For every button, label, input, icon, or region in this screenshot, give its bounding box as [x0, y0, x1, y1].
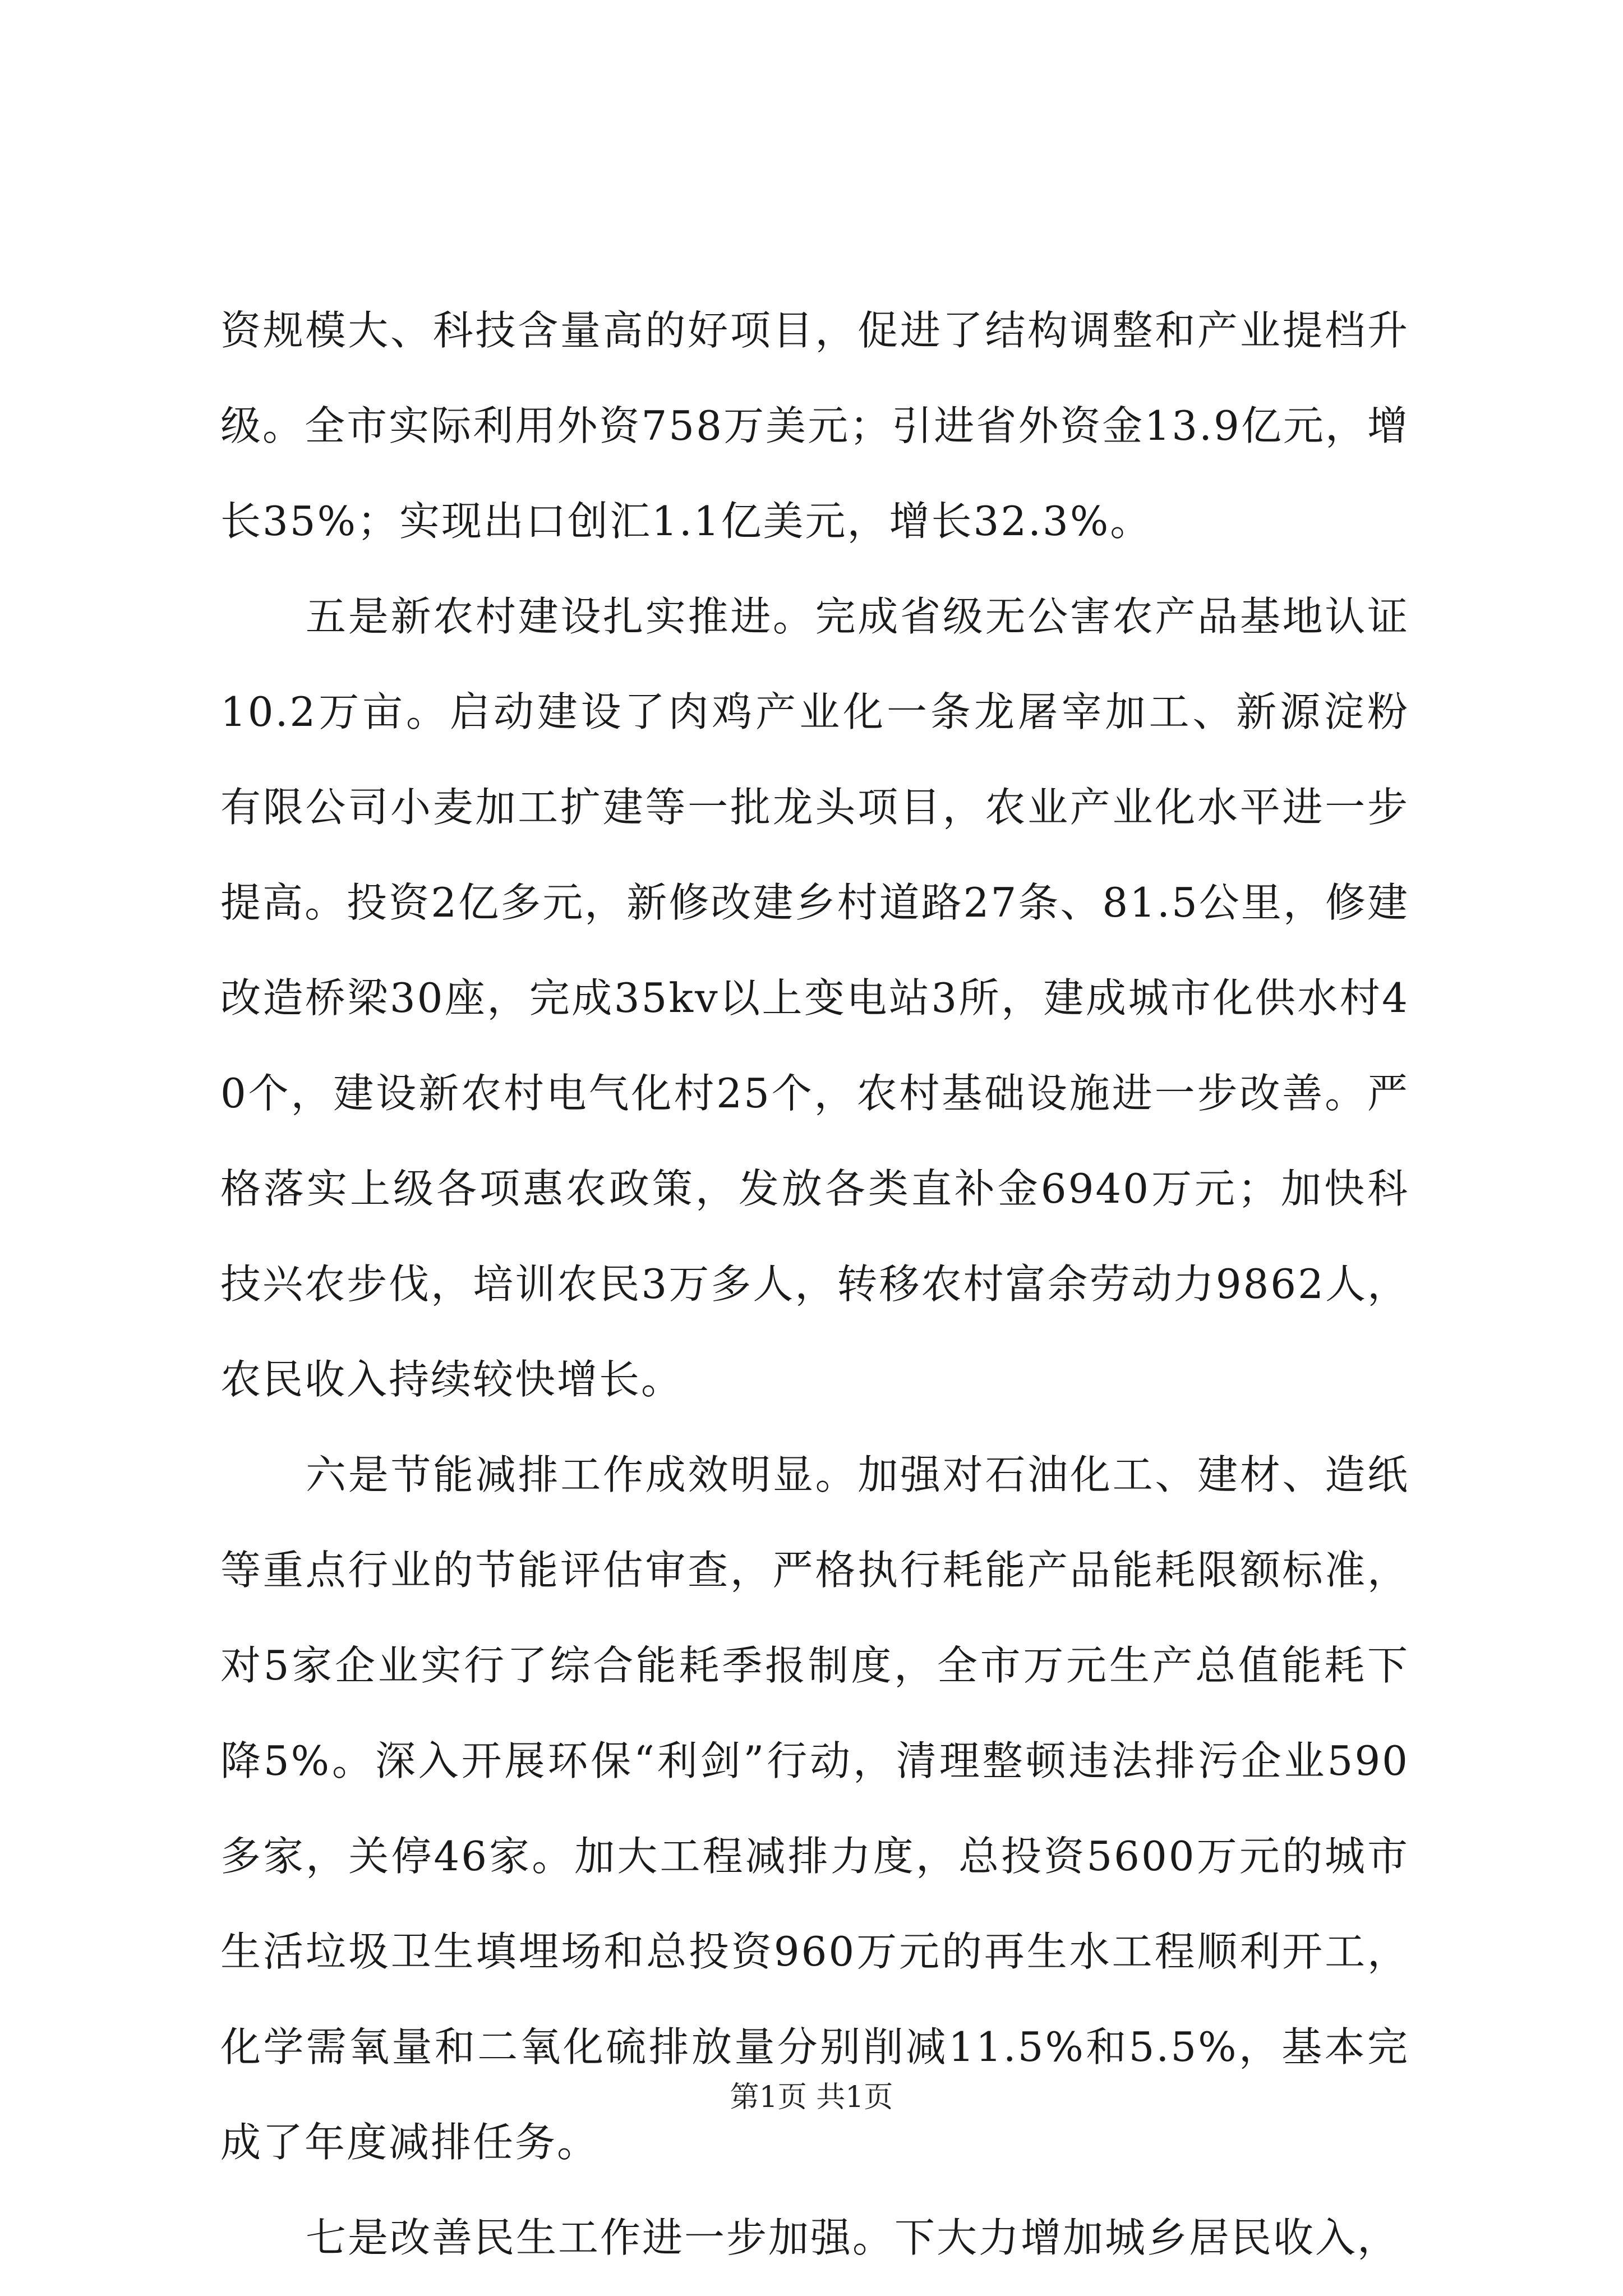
paragraph-new-rural-construction: 五是新农村建设扎实推进。完成省级无公害农产品基地认证10.2万亩。启动建设了肉鸡产业化一条龙屠宰加工、新源淀粉有限公司小麦加工扩建等一批龙头项目，农业产业化水平进一步提高。投资2亿多元，新修改建乡村道路27条、81.5公里，修建改造桥梁30座，完成35kv以上变电站3所，建成城市化供水村40个，建设新农村电气化村25个，农村基础设施进一步改善。严格落实上级各项惠农政策，发放各类直补金6940万元；加快科技兴农步伐，培训农民3万多人，转移农村富余劳动力9862人，农民收入持续较快增长。 [220, 593, 1409, 1403]
paragraph-energy-saving: 六是节能减排工作成效明显。加强对石油化工、建材、造纸等重点行业的节能评估审查，严格执行耗能产品能耗限额标准，对5家企业实行了综合能耗季报制度，全市万元生产总值能耗下降5%。深入开展环保“利剑”行动，清理整顿违法排污企业590多家，关停46家。加大工程减排力度，总投资5600万元的城市生活垃圾卫生填埋场和总投资960万元的再生水工程顺利开工，化学需氧量和二氧化硫排放量分别削减11.5%和5.5%，基本完成了年度减排任务。 [220, 1451, 1409, 2166]
page-footer: 第1页 共1页 [730, 2081, 893, 2114]
paragraph-livelihood: 七是改善民生工作进一步加强。下大力增加城乡居民收入， [306, 2214, 1400, 2261]
paragraph-continued-investment: 资规模大、科技含量高的好项目，促进了结构调整和产业提档升级。全市实际利用外资758万美元；引进省外资金13.9亿元，增长35%；实现出口创汇1.1亿美元，增长32.3%。 [220, 307, 1409, 545]
document-body [220, 283, 1409, 2285]
